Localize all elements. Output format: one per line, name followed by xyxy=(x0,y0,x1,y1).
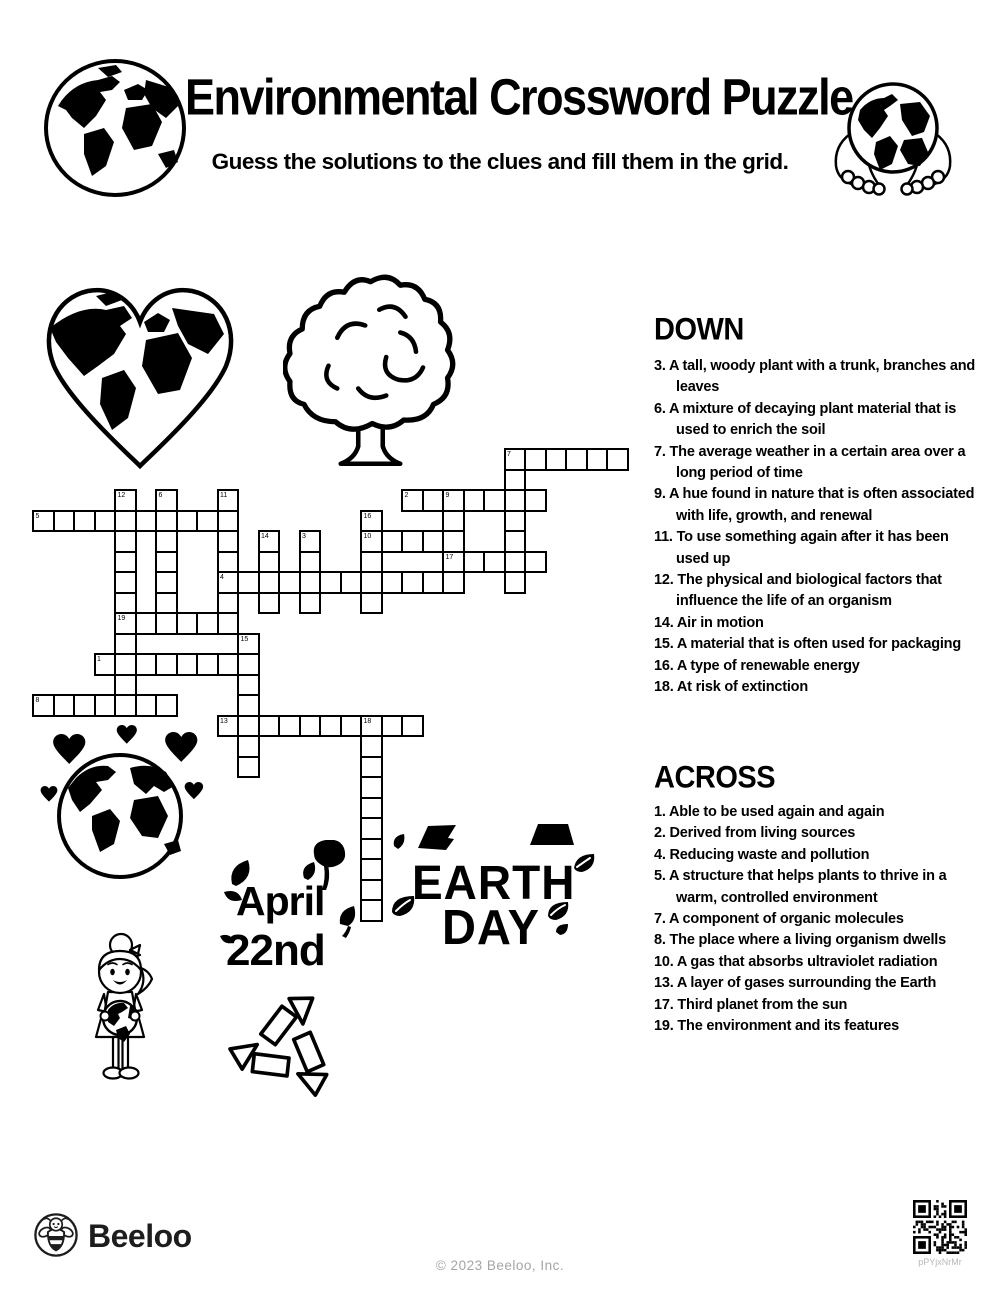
grid-cell[interactable] xyxy=(176,612,199,635)
grid-cell[interactable] xyxy=(442,489,465,512)
grid-cell[interactable] xyxy=(135,510,158,533)
grid-cell[interactable] xyxy=(442,551,465,574)
day-text: DAY xyxy=(442,899,540,955)
grid-cell[interactable] xyxy=(360,510,383,533)
grid-cell[interactable] xyxy=(217,551,240,574)
grid-cell[interactable] xyxy=(217,489,240,512)
clue-item: 19. The environment and its features xyxy=(654,1018,900,1035)
grid-cell[interactable] xyxy=(155,530,178,553)
grid-cell[interactable] xyxy=(381,530,404,553)
clue-item: 16. A type of renewable energy xyxy=(654,657,860,674)
grid-cell[interactable] xyxy=(360,776,383,799)
clue-item: 1. Able to be used again and again xyxy=(654,804,885,820)
grid-cell[interactable] xyxy=(504,551,527,574)
grid-cell[interactable] xyxy=(381,715,404,738)
clue-item: 7. A component of organic molecules xyxy=(654,911,904,928)
grid-cell[interactable] xyxy=(176,510,199,533)
hands-holding-globe-icon xyxy=(828,76,958,198)
grid-cell[interactable] xyxy=(299,571,322,594)
grid-cell[interactable] xyxy=(545,448,568,471)
grid-cell[interactable] xyxy=(237,633,260,656)
cell-number: 18 xyxy=(363,717,372,725)
grid-cell[interactable] xyxy=(237,715,260,738)
recycle-icon xyxy=(224,984,348,1106)
grid-cell[interactable] xyxy=(586,448,609,471)
grid-cell[interactable] xyxy=(258,715,281,738)
grid-cell[interactable] xyxy=(237,735,260,758)
grid-cell[interactable] xyxy=(442,510,465,533)
clue-item: 14. Air in motion xyxy=(654,614,764,631)
grid-cell[interactable] xyxy=(32,510,55,533)
grid-cell[interactable] xyxy=(114,592,137,615)
clue-item: 7. The average weather in a certain area over a long period of time xyxy=(654,443,966,482)
cell-number: 16 xyxy=(363,512,372,520)
clue-item: 8. The place where a living organism dwells xyxy=(654,932,946,949)
clue-item: 2. Derived from living sources xyxy=(654,825,856,842)
grid-cell[interactable] xyxy=(299,715,322,738)
clue-item: 15. A material that is often used for packaging xyxy=(654,636,961,653)
grid-cell[interactable] xyxy=(114,653,137,676)
grid-cell[interactable] xyxy=(196,510,219,533)
grid-cell[interactable] xyxy=(504,448,527,471)
globe-icon xyxy=(42,58,188,198)
grid-cell[interactable] xyxy=(360,858,383,881)
grid-cell[interactable] xyxy=(53,694,76,717)
grid-cell[interactable] xyxy=(94,694,117,717)
april-22nd-graphic xyxy=(218,840,383,990)
cell-number: 17 xyxy=(445,553,454,561)
grid-cell[interactable] xyxy=(360,879,383,902)
clue-item: 9. A hue found in nature that is often associated with life, growth, and renewal xyxy=(654,486,975,524)
grid-cell[interactable] xyxy=(237,674,260,697)
cell-number: 2 xyxy=(404,492,409,499)
grid-cell[interactable] xyxy=(504,571,527,594)
cell-number: 19 xyxy=(117,615,126,622)
grid-cell[interactable] xyxy=(483,551,506,574)
grid-cell[interactable] xyxy=(422,530,445,553)
grid-cell[interactable] xyxy=(483,489,506,512)
qr-code xyxy=(913,1200,967,1254)
grid-cell[interactable] xyxy=(258,551,281,574)
grid-cell[interactable] xyxy=(278,715,301,738)
grid-cell[interactable] xyxy=(217,592,240,615)
grid-cell[interactable] xyxy=(155,592,178,615)
grid-cell[interactable] xyxy=(155,551,178,574)
grid-cell[interactable] xyxy=(524,489,547,512)
grid-cell[interactable] xyxy=(114,571,137,594)
grid-cell[interactable] xyxy=(114,612,137,635)
grid-cell[interactable] xyxy=(217,653,240,676)
grid-cell[interactable] xyxy=(401,489,424,512)
grid-cell[interactable] xyxy=(360,797,383,820)
grid-cell[interactable] xyxy=(360,735,383,758)
grid-cell[interactable] xyxy=(73,510,96,533)
across-clues-list xyxy=(654,802,984,1037)
grid-cell[interactable] xyxy=(94,653,117,676)
earth-day-logo xyxy=(390,812,610,955)
grid-cell[interactable] xyxy=(504,510,527,533)
clue-item: 4. Reducing waste and pollution xyxy=(654,846,870,863)
grid-cell[interactable] xyxy=(360,715,383,738)
clue-item: 6. A mixture of decaying plant material that is used to enrich the soil xyxy=(654,400,957,439)
grid-cell[interactable] xyxy=(278,571,301,594)
clue-item: 5. A structure that helps plants to thrive in a warm, controlled environment xyxy=(654,868,947,906)
cell-number: 7 xyxy=(507,451,511,458)
grid-cell[interactable] xyxy=(299,551,322,574)
grid-cell[interactable] xyxy=(422,571,445,594)
grid-cell[interactable] xyxy=(258,592,281,615)
grid-cell[interactable] xyxy=(155,612,178,635)
beeloo-bee-logo-icon xyxy=(33,1212,79,1258)
grid-cell[interactable] xyxy=(237,653,260,676)
grid-cell[interactable] xyxy=(155,571,178,594)
grid-cell[interactable] xyxy=(114,489,137,512)
grid-cell[interactable] xyxy=(114,510,137,533)
globe-with-hearts xyxy=(36,718,208,880)
brand-name: Beeloo xyxy=(88,1218,192,1254)
cell-number: 4 xyxy=(220,574,224,581)
grid-cell[interactable] xyxy=(217,510,240,533)
grid-cell[interactable] xyxy=(401,715,424,738)
cell-number: 12 xyxy=(117,492,126,499)
grid-cell[interactable] xyxy=(381,571,404,594)
across-heading: ACROSS xyxy=(654,760,776,796)
heart-world-map xyxy=(40,270,240,478)
grid-cell[interactable] xyxy=(114,633,137,656)
grid-cell[interactable] xyxy=(606,448,629,471)
grid-cell[interactable] xyxy=(401,571,424,594)
grid-cell[interactable] xyxy=(114,694,137,717)
down-heading: DOWN xyxy=(654,312,744,348)
grid-cell[interactable] xyxy=(135,653,158,676)
grid-cell[interactable] xyxy=(299,530,322,553)
grid-cell[interactable] xyxy=(463,551,486,574)
cell-number: 15 xyxy=(240,635,249,643)
cell-number: 3 xyxy=(302,533,306,540)
grid-cell[interactable] xyxy=(135,612,158,635)
grid-cell[interactable] xyxy=(360,899,383,922)
tree-drawing xyxy=(283,266,458,476)
copyright-text: © 2023 Beeloo, Inc. xyxy=(435,1258,565,1273)
page-title: Environmental Crossword Puzzle xyxy=(185,68,853,127)
clue-item: 3. A tall, woody plant with a trunk, branches and leaves xyxy=(654,358,976,396)
grid-cell[interactable] xyxy=(196,653,219,676)
grid-cell[interactable] xyxy=(53,510,76,533)
grid-cell[interactable] xyxy=(155,694,178,717)
grid-cell[interactable] xyxy=(217,715,240,738)
cell-number: 6 xyxy=(158,492,163,499)
clue-item: 11. To use something again after it has been used up xyxy=(654,529,949,567)
grid-cell[interactable] xyxy=(319,571,342,594)
grid-cell[interactable] xyxy=(360,592,383,615)
grid-cell[interactable] xyxy=(442,571,465,594)
clue-item: 10. A gas that absorbs ultraviolet radiation xyxy=(654,953,938,970)
grid-cell[interactable] xyxy=(114,530,137,553)
grid-cell[interactable] xyxy=(442,530,465,553)
cell-number: 14 xyxy=(261,533,269,540)
grid-cell[interactable] xyxy=(217,571,240,594)
page-subtitle: Guess the solutions to the clues and fill them in the grid. xyxy=(211,149,789,174)
april-22nd-text: 22nd xyxy=(226,926,325,975)
grid-cell[interactable] xyxy=(360,551,383,574)
grid-cell[interactable] xyxy=(135,694,158,717)
grid-cell[interactable] xyxy=(524,448,547,471)
grid-cell[interactable] xyxy=(237,694,260,717)
grid-cell[interactable] xyxy=(196,612,219,635)
grid-cell[interactable] xyxy=(504,469,527,492)
clue-item: 12. The physical and biological factors that influence the life of an organism xyxy=(654,572,942,610)
grid-cell[interactable] xyxy=(217,530,240,553)
grid-cell[interactable] xyxy=(176,653,199,676)
grid-cell[interactable] xyxy=(360,817,383,840)
clue-item: 18. At risk of extinction xyxy=(654,679,808,696)
grid-cell[interactable] xyxy=(360,756,383,779)
grid-cell[interactable] xyxy=(114,674,137,697)
grid-cell[interactable] xyxy=(504,489,527,512)
grid-cell[interactable] xyxy=(319,715,342,738)
cell-number: 8 xyxy=(35,697,40,704)
cell-number: 13 xyxy=(220,717,228,725)
qr-code-label: pPYjxNrMr xyxy=(918,1257,962,1267)
april-text: April xyxy=(236,878,325,924)
grid-cell[interactable] xyxy=(463,489,486,512)
grid-cell[interactable] xyxy=(360,530,383,553)
grid-cell[interactable] xyxy=(155,653,178,676)
grid-cell[interactable] xyxy=(360,571,383,594)
grid-cell[interactable] xyxy=(73,694,96,717)
grid-cell[interactable] xyxy=(422,489,445,512)
grid-cell[interactable] xyxy=(524,551,547,574)
grid-cell[interactable] xyxy=(114,551,137,574)
cell-number: 11 xyxy=(220,492,228,499)
grid-cell[interactable] xyxy=(360,838,383,861)
grid-cell[interactable] xyxy=(217,612,240,635)
grid-cell[interactable] xyxy=(237,571,260,594)
grid-cell[interactable] xyxy=(258,571,281,594)
grid-cell[interactable] xyxy=(565,448,588,471)
grid-cell[interactable] xyxy=(155,510,178,533)
grid-cell[interactable] xyxy=(340,571,363,594)
cell-number: 9 xyxy=(445,492,450,499)
clue-item: 17. Third planet from the sun xyxy=(654,996,848,1013)
grid-cell[interactable] xyxy=(94,510,117,533)
grid-cell[interactable] xyxy=(401,530,424,553)
grid-cell[interactable] xyxy=(299,592,322,615)
earth-text: EARTH xyxy=(412,855,576,910)
girl-holding-globe xyxy=(74,930,168,1112)
cell-number: 5 xyxy=(35,512,40,520)
grid-cell[interactable] xyxy=(155,489,178,512)
grid-cell[interactable] xyxy=(340,715,363,738)
cell-number: 1 xyxy=(97,656,101,663)
cell-number: 10 xyxy=(363,533,372,540)
grid-cell[interactable] xyxy=(504,530,527,553)
grid-cell[interactable] xyxy=(237,756,260,779)
clue-item: 13. A layer of gases surrounding the Earth xyxy=(654,975,937,992)
down-clues-list xyxy=(654,356,984,699)
grid-cell[interactable] xyxy=(32,694,55,717)
grid-cell[interactable] xyxy=(258,530,281,553)
